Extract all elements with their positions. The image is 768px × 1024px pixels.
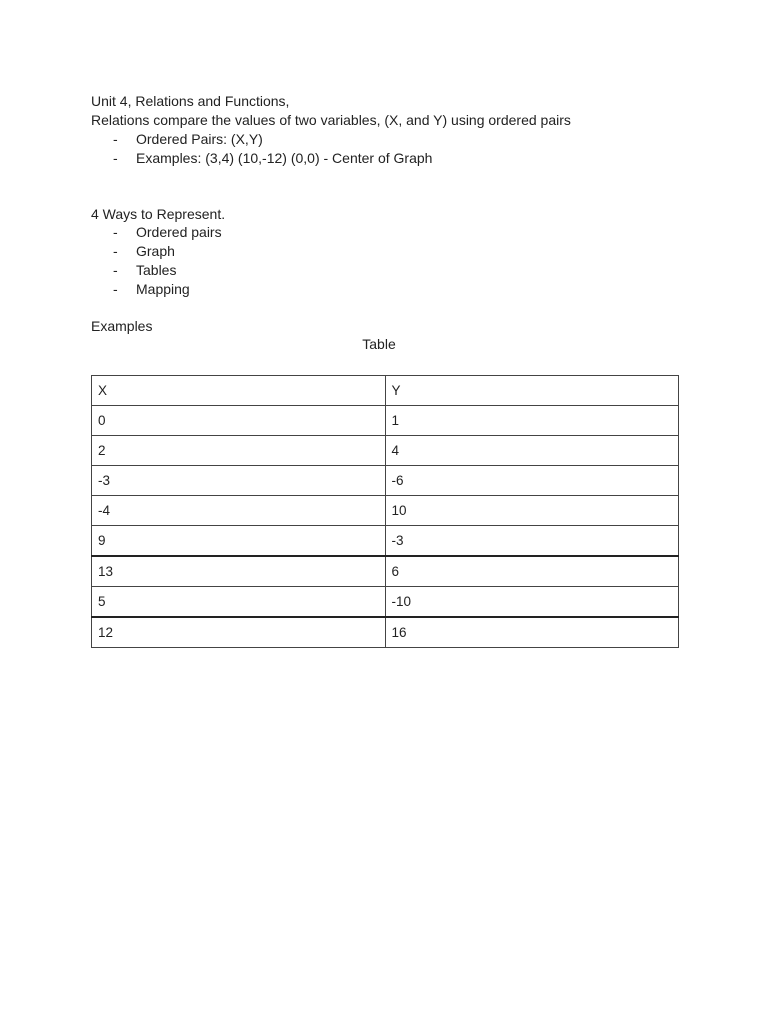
xy-table [91,375,679,648]
cell-y: 1 [385,406,679,436]
cell-x: -3 [92,466,386,496]
cell-y: 16 [385,617,679,648]
cell-x: 9 [92,526,386,557]
ways-bullet: Graph [136,243,175,259]
intro-bullet: Examples: (3,4) (10,-12) (0,0) - Center of Graph [136,150,433,166]
ways-bullet: Mapping [136,281,190,297]
cell-y: -6 [385,466,679,496]
cell-y: -3 [385,526,679,557]
cell-y: 4 [385,436,679,466]
bullet-marker: - [113,243,118,259]
cell-x: 5 [92,587,386,618]
bullet-marker: - [113,281,118,297]
table-row [92,556,679,587]
intro-bullet: Ordered Pairs: (X,Y) [136,131,263,147]
cell-x: 12 [92,617,386,648]
document-title: Unit 4, Relations and Functions, [91,93,290,109]
table-row [92,436,679,466]
table-row [92,526,679,557]
bullet-marker: - [113,150,118,166]
table-row [92,587,679,618]
table-row [92,496,679,526]
table-caption: Table [362,336,396,352]
table-header-row [92,376,679,406]
ways-heading: 4 Ways to Represent. [91,206,226,222]
bullet-marker: - [113,131,118,147]
cell-x: 2 [92,436,386,466]
ways-bullet: Tables [136,262,177,278]
header-y: Y [385,376,679,406]
cell-y: 10 [385,496,679,526]
examples-heading: Examples [91,318,153,334]
table-row [92,466,679,496]
cell-x: -4 [92,496,386,526]
header-x: X [92,376,386,406]
table-row [92,406,679,436]
cell-y: 6 [385,556,679,587]
bullet-marker: - [113,262,118,278]
ways-bullet: Ordered pairs [136,224,222,240]
table-row [92,617,679,648]
intro-text: Relations compare the values of two variables, (X, and Y) using ordered pairs [91,112,571,128]
cell-y: -10 [385,587,679,618]
bullet-marker: - [113,224,118,240]
cell-x: 0 [92,406,386,436]
cell-x: 13 [92,556,386,587]
